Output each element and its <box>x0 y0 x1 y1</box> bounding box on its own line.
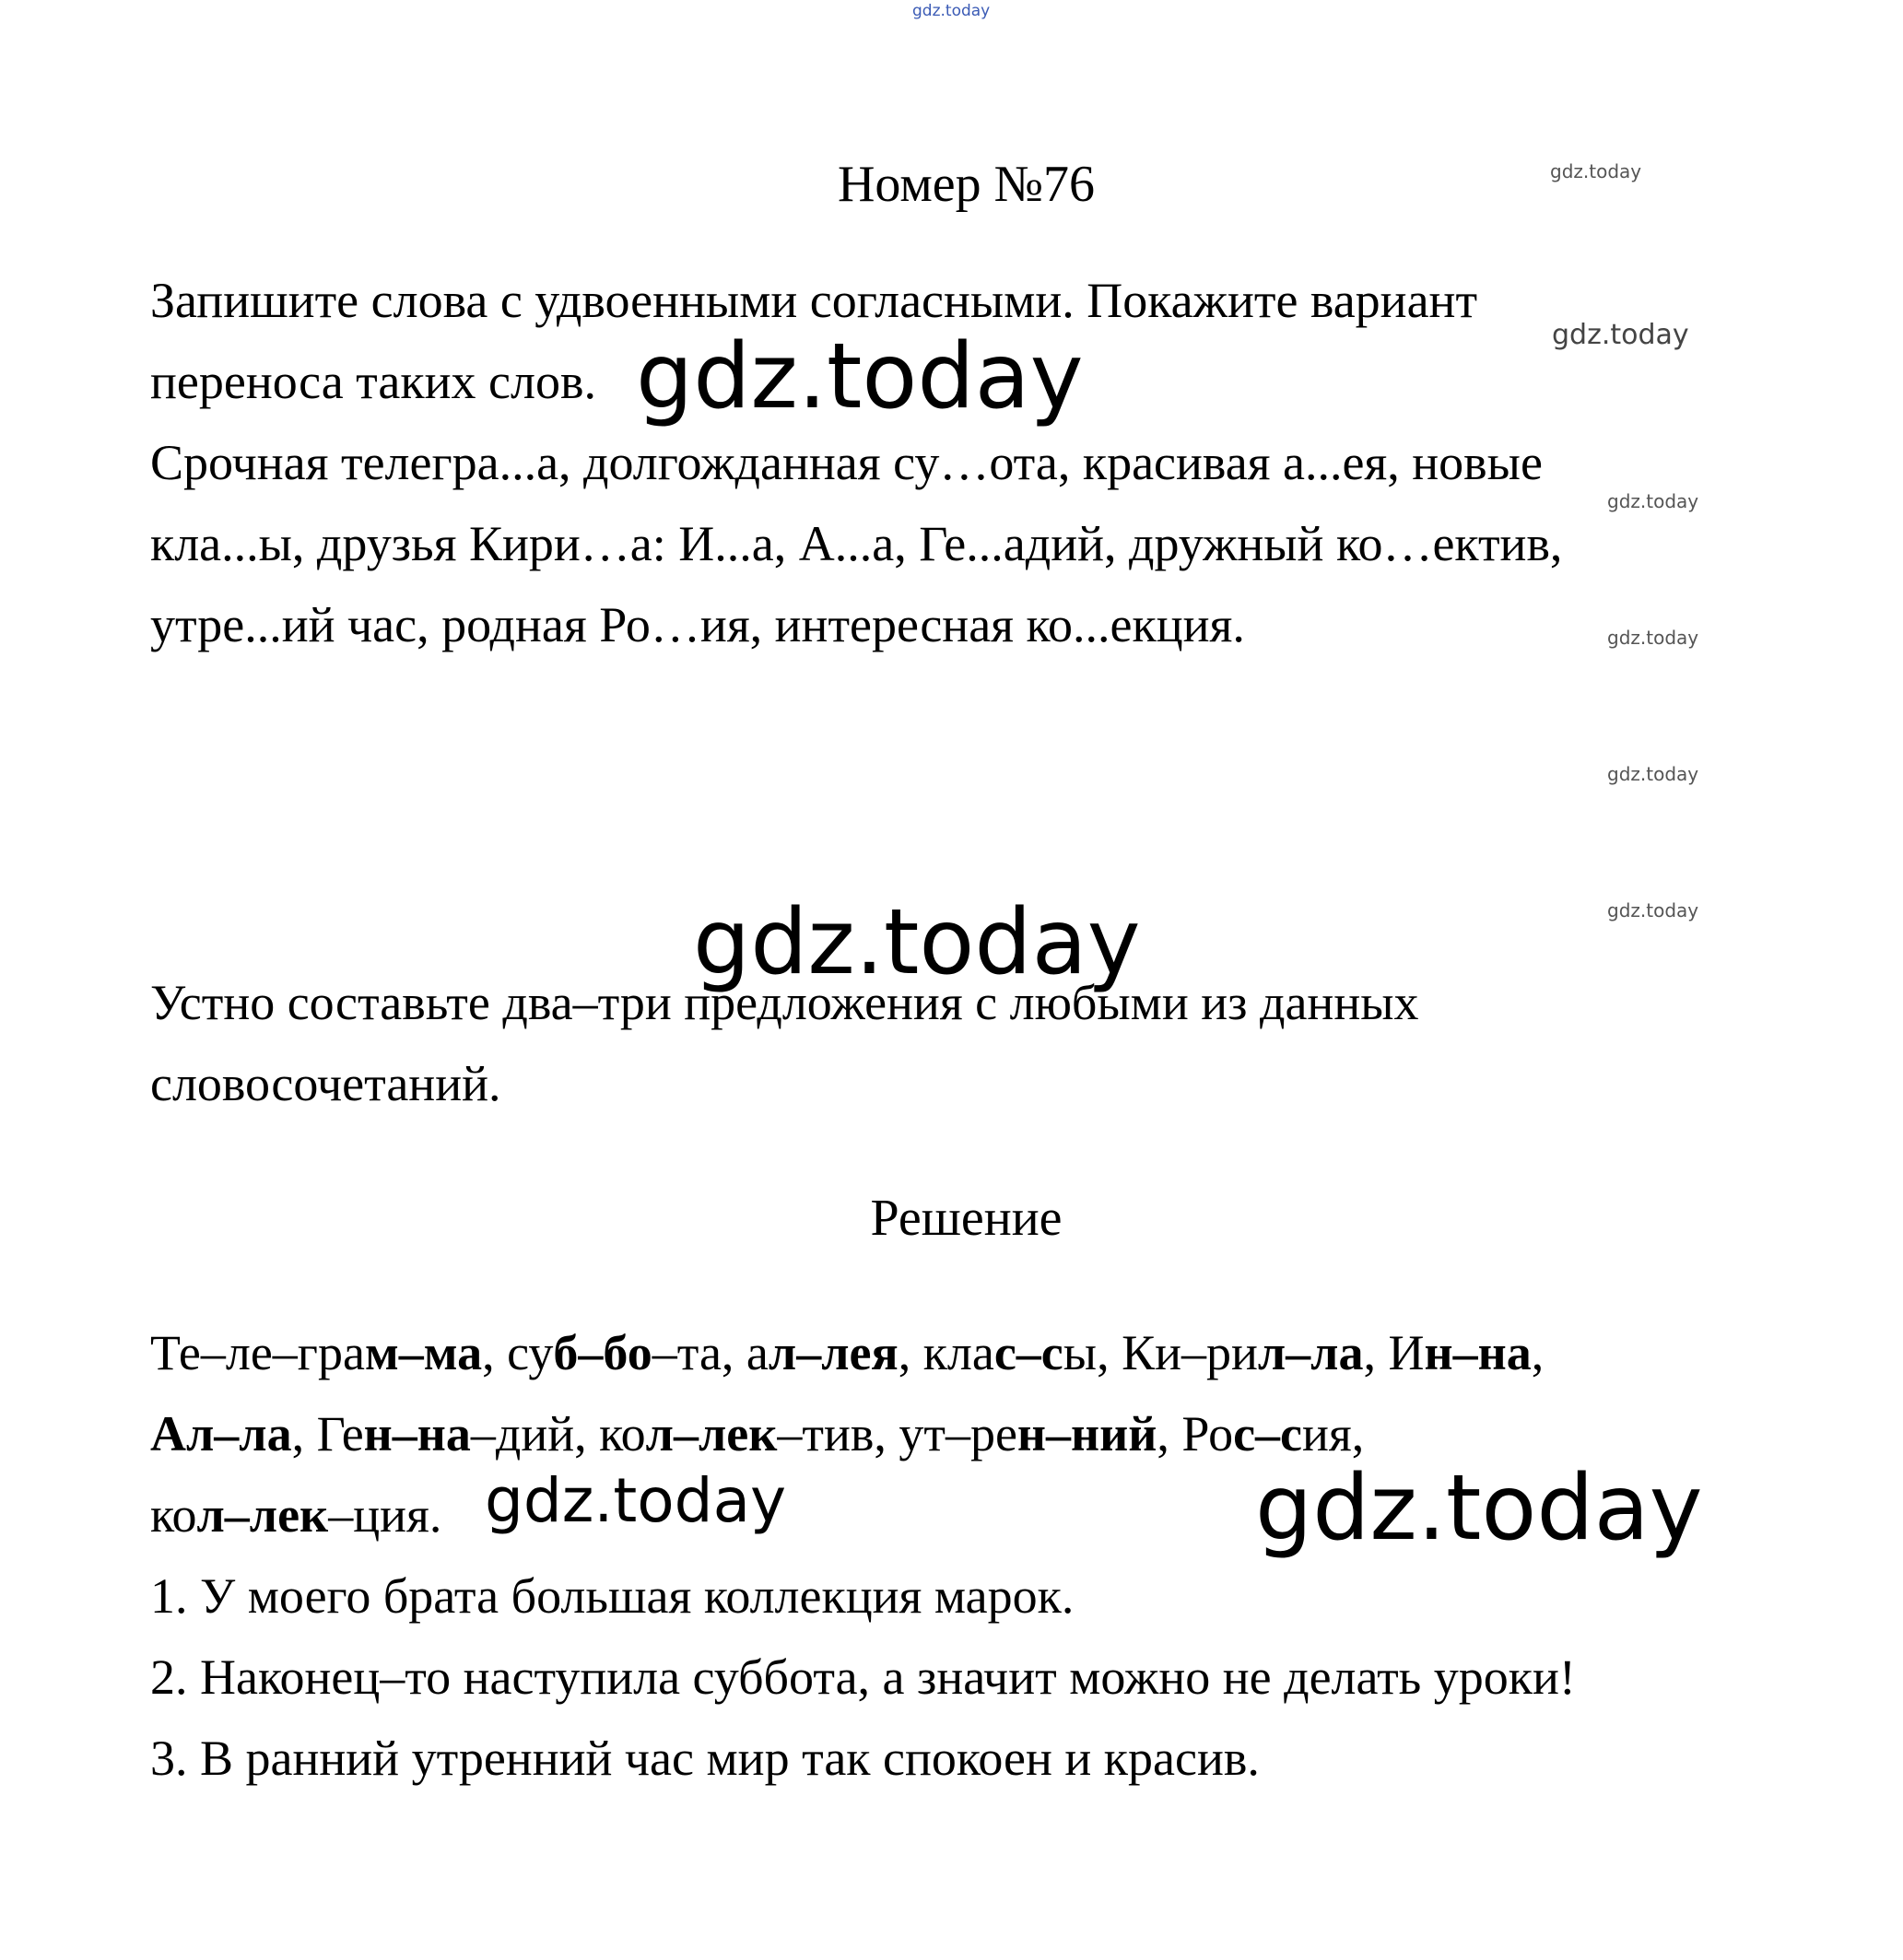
task-line: переноса таких слов. <box>150 354 596 409</box>
watermark: gdz.today <box>1607 763 1699 785</box>
solution-text: ы, Ки–ри <box>1063 1325 1258 1380</box>
page-title: Номер №76 <box>837 156 1096 213</box>
watermark: gdz.today <box>1550 160 1642 182</box>
watermark: gdz.today <box>1552 319 1689 351</box>
solution-bold: л–ла <box>1257 1325 1364 1380</box>
watermark-large: gdz.today <box>636 324 1084 429</box>
solution-text: , кла <box>898 1325 994 1380</box>
solution-bold: м–ма <box>364 1325 483 1380</box>
solution-line <box>150 1474 441 1555</box>
solution-line <box>150 1312 1544 1393</box>
solution-bold: н–на <box>1424 1325 1532 1380</box>
solution-text: , су <box>482 1325 554 1380</box>
solution-heading: Решение <box>870 1190 1063 1247</box>
solution-bold: с–с <box>1233 1406 1302 1461</box>
watermark-medium: gdz.today <box>485 1465 787 1536</box>
solution-text: , Ро <box>1157 1406 1234 1461</box>
solution-sentence: 1. У моего брата большая коллекция марок. <box>150 1568 1075 1624</box>
watermark-large: gdz.today <box>693 890 1141 995</box>
task-line: кла...ы, друзья Кири…а: И...а, А...а, Ге...адий, дружный ко…ектив, <box>150 516 1563 571</box>
solution-bold: л–лея <box>768 1325 899 1380</box>
solution-text: –та, а <box>652 1325 769 1380</box>
solution-bold: н–на <box>363 1406 471 1461</box>
solution-bold: Ал–ла <box>150 1406 292 1461</box>
task-line: Запишите слова с удвоенными согласными. Покажите вариант <box>150 273 1478 328</box>
watermark-top: gdz.today <box>912 2 991 20</box>
oral-task-line: словосочетаний. <box>150 1056 501 1111</box>
solution-sentence: 2. Наконец–то наступила суббота, а значит можно не делать уроки! <box>150 1649 1576 1705</box>
solution-text: ия, <box>1302 1406 1365 1461</box>
solution-text: –тив, ут–ре <box>777 1406 1017 1461</box>
solution-text: Те–ле–гра <box>150 1325 365 1380</box>
watermark: gdz.today <box>1607 899 1699 921</box>
solution-text: ко <box>150 1487 197 1543</box>
solution-sentence: 3. В ранний утренний час мир так спокоен и красив. <box>150 1731 1260 1786</box>
watermark: gdz.today <box>1607 627 1699 649</box>
solution-bold: л–лек <box>196 1487 329 1543</box>
watermark-large: gdz.today <box>1255 1456 1703 1561</box>
oral-task-line: Устно составьте два–три предложения с любыми из данных <box>150 975 1419 1030</box>
solution-bold: б–бо <box>553 1325 652 1380</box>
solution-text: , Ге <box>291 1406 364 1461</box>
solution-bold: л–лек <box>645 1406 778 1461</box>
solution-bold: с–с <box>993 1325 1063 1380</box>
watermark: gdz.today <box>1607 490 1699 512</box>
task-line: Срочная телегра...а, долгожданная су…ота, красивая а...ея, новые <box>150 435 1543 490</box>
solution-text: –дий, ко <box>470 1406 646 1461</box>
solution-text: –ция. <box>328 1487 442 1543</box>
solution-text: , <box>1531 1325 1545 1380</box>
solution-line <box>150 1393 1364 1474</box>
solution-text: , И <box>1363 1325 1425 1380</box>
solution-bold: н–ний <box>1016 1406 1157 1461</box>
task-line: утре...ий час, родная Ро…ия, интересная ко...екция. <box>150 597 1245 652</box>
